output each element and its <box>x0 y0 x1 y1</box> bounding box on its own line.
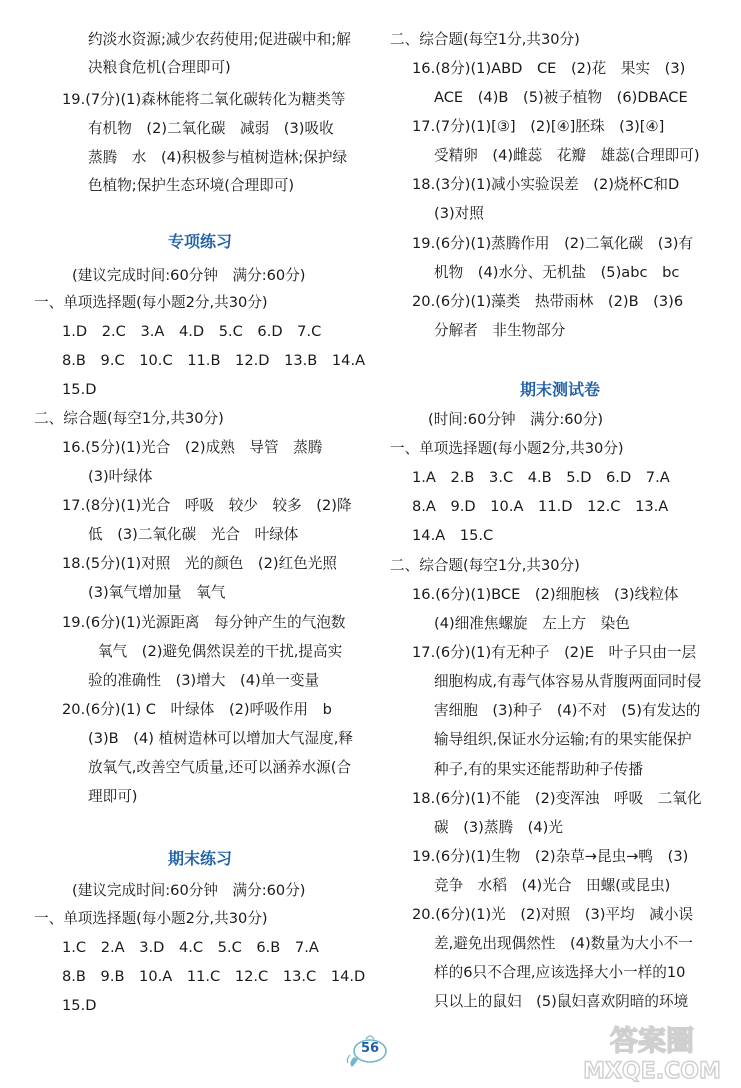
answer-line: 验的准确性 (3)增大 (4)单一变量 <box>88 672 320 689</box>
answer-line: 1.C 2.A 3.D 4.C 5.C 6.B 7.A <box>62 939 319 956</box>
watermark-logo <box>570 1020 740 1084</box>
answer-line: 理即可) <box>88 788 138 805</box>
answer-line: 20.(6分)(1) C 叶绿体 (2)呼吸作用 b <box>62 701 332 718</box>
answer-line: 17.(6分)(1)有无种子 (2)E 叶子只由一层 <box>412 644 697 661</box>
page-number-badge <box>346 1033 394 1069</box>
answer-line: 20.(6分)(1)光 (2)对照 (3)平均 减小误 <box>412 906 694 923</box>
answer-line: 机物 (4)水分、无机盐 (5)abc bc <box>434 264 680 281</box>
answer-line: 样的6只不合理,应该选择大小一样的10 <box>434 964 686 981</box>
answer-line: 有机物 (2)二氧化碳 减弱 (3)吸收 <box>88 120 334 137</box>
question-heading: 二、综合题(每空1分,共30分) <box>34 410 224 427</box>
answer-line: 低 (3)二氧化碳 光合 叶绿体 <box>88 526 299 543</box>
answer-line: 蒸腾 水 (4)积极参与植树造林;保护绿 <box>88 149 348 166</box>
section-title-special-practice: 专项练习 <box>167 232 232 251</box>
answer-line: 竞争 水稻 (4)光合 田螺(或昆虫) <box>434 877 671 894</box>
answer-line: 1.A 2.B 3.C 4.B 5.D 6.D 7.A <box>412 469 670 486</box>
answer-line: 细胞构成,有毒气体容易从背腹两面同时侵 <box>434 673 702 690</box>
answer-line: (3)叶绿体 <box>88 468 153 485</box>
svg-text:MXQE.COM: MXQE.COM <box>583 1059 721 1084</box>
answer-line: 放氧气,改善空气质量,还可以涵养水源(合 <box>88 759 352 776</box>
answer-line: 18.(5分)(1)对照 光的颜色 (2)红色光照 <box>62 555 337 572</box>
answer-line: 受精卵 (4)雌蕊 花瓣 雄蕊(合理即可) <box>434 147 700 164</box>
svg-text:答案圈: 答案圈 <box>609 1024 695 1057</box>
answer-line: (3)氧气增加量 氧气 <box>88 584 226 601</box>
answer-line: 20.(6分)(1)藻类 热带雨林 (2)B (3)6 <box>412 293 684 310</box>
answer-line: (4)细准焦螺旋 左上方 染色 <box>434 615 630 632</box>
section-subtitle: (时间:60分钟 满分:60分) <box>428 411 604 428</box>
section-title-final-practice: 期末练习 <box>167 849 232 868</box>
question-heading: 一、单项选择题(每小题2分,共30分) <box>390 440 624 457</box>
answer-line: 19.(6分)(1)生物 (2)杂草→昆虫→鸭 (3) <box>412 848 689 865</box>
answer-line: 8.A 9.D 10.A 11.D 12.C 13.A <box>412 498 669 515</box>
answer-line: (3)对照 <box>434 205 484 222</box>
answer-line: 害细胞 (3)种子 (4)不对 (5)有发达的 <box>434 702 701 719</box>
answer-line: 决粮食危机(合理即可) <box>88 59 231 76</box>
question-heading: 二、综合题(每空1分,共30分) <box>390 557 580 574</box>
answer-line: 16.(5分)(1)光合 (2)成熟 导管 蒸腾 <box>62 439 323 456</box>
answer-line: 8.B 9.B 10.A 11.C 12.C 13.C 14.D <box>62 968 366 985</box>
answer-line: 19.(6分)(1)光源距离 每分钟产生的气泡数 <box>62 614 346 631</box>
answer-line: 约淡水资源;减少农药使用;促进碳中和;解 <box>88 31 351 48</box>
section-subtitle: (建议完成时间:60分钟 满分:60分) <box>72 882 306 899</box>
answer-line: ACE (4)B (5)被子植物 (6)DBACE <box>434 89 688 106</box>
question-heading: 二、综合题(每空1分,共30分) <box>390 31 580 48</box>
answer-line: 16.(8分)(1)ABD CE (2)花 果实 (3) <box>412 60 686 77</box>
section-subtitle: (建议完成时间:60分钟 满分:60分) <box>72 267 306 284</box>
section-title-final-test: 期末测试卷 <box>519 380 600 399</box>
answer-line: 16.(6分)(1)BCE (2)细胞核 (3)线粒体 <box>412 586 679 603</box>
answer-line: 14.A 15.C <box>412 527 494 544</box>
answer-line: 19.(6分)(1)蒸腾作用 (2)二氧化碳 (3)有 <box>412 235 694 252</box>
answer-line: 17.(8分)(1)光合 呼吸 较少 较多 (2)降 <box>62 497 352 514</box>
answer-line: 18.(3分)(1)减小实验误差 (2)烧杯C和D <box>412 176 680 193</box>
answer-line: 氧气 (2)避免偶然误差的干扰,提高实 <box>98 643 343 660</box>
answer-line: 18.(6分)(1)不能 (2)变浑浊 呼吸 二氧化 <box>412 790 702 807</box>
answer-line: 1.D 2.C 3.A 4.D 5.C 6.D 7.C <box>62 323 322 340</box>
answer-line: 只以上的鼠妇 (5)鼠妇喜欢阴暗的环境 <box>434 993 689 1010</box>
answer-line: 15.D <box>62 997 97 1014</box>
answer-line: 8.B 9.C 10.C 11.B 12.D 13.B 14.A <box>62 352 366 369</box>
answer-line: 种子,有的果实还能帮助种子传播 <box>434 761 643 778</box>
answer-line: 差,避免出现偶然性 (4)数量为大小不一 <box>434 935 693 952</box>
page-number: 56 <box>360 1041 380 1056</box>
answer-line: 分解者 非生物部分 <box>434 322 566 339</box>
question-heading: 一、单项选择题(每小题2分,共30分) <box>34 294 268 311</box>
answer-line: 19.(7分)(1)森林能将二氧化碳转化为糖类等 <box>62 91 346 108</box>
answer-line: 色植物;保护生态环境(合理即可) <box>88 177 295 194</box>
answer-line: 碳 (3)蒸腾 (4)光 <box>434 819 563 836</box>
answer-line: 输导组织,保证水分运输;有的果实能保护 <box>434 731 692 748</box>
question-heading: 一、单项选择题(每小题2分,共30分) <box>34 910 268 927</box>
answer-line: 17.(7分)(1)[③] (2)[④]胚珠 (3)[④] <box>412 118 665 135</box>
answer-line: (3)B (4) 植树造林可以增加大气湿度,释 <box>88 730 353 747</box>
answer-line: 15.D <box>62 381 97 398</box>
